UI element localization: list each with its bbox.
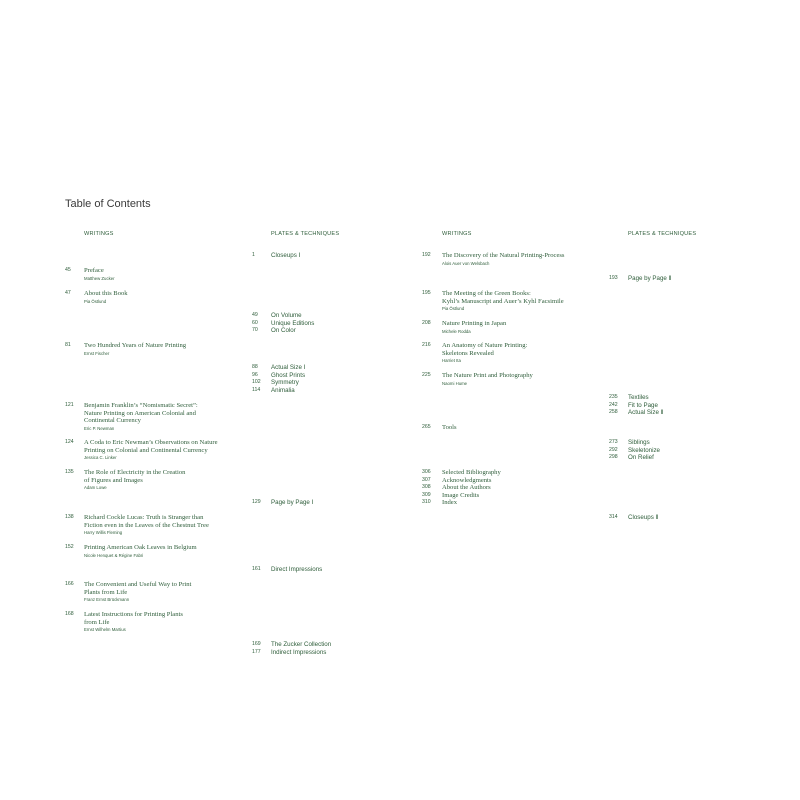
entry-title: The Meeting of the Green Books: Kyhl’s Manuscript and Auer’s Kyhl Facsimile [442, 290, 564, 305]
plates-right-header: PLATES & TECHNIQUES [628, 231, 697, 237]
entry-author: Pia Östlund [84, 298, 107, 304]
entry-author: Pia Östlund [442, 306, 465, 312]
plate-entry [609, 275, 672, 283]
toc-entry [65, 544, 197, 559]
toc-entry [422, 252, 565, 267]
page-number: 121 [65, 402, 74, 408]
entry-title: Latest Instructions for Printing Plants from Life [84, 611, 183, 626]
plate-title: Animalia [271, 386, 295, 394]
entry-author: Harriet Ita [442, 358, 461, 364]
page-number: 258 [609, 409, 618, 415]
plate-title: Actual Size Ⅰ [271, 364, 306, 371]
toc-entry [422, 499, 458, 507]
page-number: 306 [422, 469, 431, 475]
page-number: 309 [422, 491, 431, 498]
plate-entry [252, 648, 327, 657]
page-number: 129 [252, 499, 261, 505]
plate-title: Ghost Prints [271, 371, 306, 379]
plate-title: On Volume [271, 312, 302, 319]
entry-author: Eric P. Newman [84, 425, 115, 431]
toc-entry [422, 342, 528, 364]
toc-entry [65, 267, 115, 282]
plate-entry [252, 641, 332, 649]
entry-title: Image Credits [442, 491, 480, 499]
plate-title: On Color [271, 327, 296, 334]
plate-entry [609, 454, 654, 462]
toc-entry [65, 514, 209, 536]
page-title: Table of Contents [65, 198, 151, 210]
plate-entry [609, 394, 649, 402]
entry-title: Nature Printing in Japan [442, 320, 507, 327]
page-number: 225 [422, 372, 431, 378]
page-number: 208 [422, 320, 431, 326]
page-number: 114 [252, 386, 261, 393]
toc-entry [422, 290, 564, 312]
entry-author: Alois Auer von Welsbach [442, 260, 490, 266]
plate-title: The Zucker Collection [271, 641, 332, 648]
entry-title: Tools [442, 424, 457, 431]
entry-title: An Anatomy of Nature Printing: Skeletons Revealed [442, 342, 528, 357]
entry-title: A Coda to Eric Newman’s Observations on Nature Printing on Colonial and Continental Currency [84, 439, 218, 454]
entry-title: The Nature Print and Photography [442, 372, 533, 379]
page-number: 166 [65, 581, 74, 587]
plate-entry [252, 379, 299, 387]
page-number: 308 [422, 484, 431, 490]
page-number: 193 [609, 275, 618, 281]
toc-entry [422, 320, 507, 335]
plate-entry [252, 499, 314, 507]
entry-author: Harry Willis Fleming [84, 530, 123, 536]
page-number: 265 [422, 424, 431, 430]
toc-entry [422, 491, 480, 500]
entry-title: Benjamin Franklin’s “Nomismatic Secret”: Nature Printing on American Colonial and Continental Currency [84, 402, 198, 425]
plate-title: Siblings [628, 439, 650, 446]
plate-title: Textiles [628, 394, 649, 401]
page-number: 45 [65, 267, 71, 273]
plate-entry [609, 401, 658, 410]
entry-author: Adam Lowe [84, 485, 107, 491]
page-number: 310 [422, 499, 431, 505]
plate-entry [609, 446, 660, 455]
page-number: 152 [65, 544, 74, 550]
entry-author: Franz Ernst Brückmann [84, 597, 130, 603]
page-number: 169 [252, 641, 261, 647]
page-number: 216 [422, 342, 431, 348]
toc-entry [422, 476, 492, 485]
entry-author: Ernst Wilhelm Martius [84, 627, 126, 633]
toc-entry [65, 290, 128, 305]
plate-entry [252, 327, 296, 335]
page-number: 161 [252, 566, 261, 572]
toc-entry [422, 469, 501, 477]
plate-entry [609, 514, 659, 522]
page-number: 138 [65, 514, 74, 520]
toc-entry [65, 439, 218, 461]
entry-title: Acknowledgments [442, 476, 492, 484]
toc-entry [65, 402, 198, 432]
page-number: 49 [252, 312, 258, 318]
page-number: 235 [609, 394, 618, 400]
page-number: 96 [252, 371, 258, 378]
entry-author: Naomi Hume [442, 380, 468, 386]
toc-entry [65, 581, 192, 603]
plate-title: Closeups Ⅱ [628, 514, 659, 521]
page-number: 177 [252, 648, 261, 655]
plates-left-header: PLATES & TECHNIQUES [271, 231, 340, 237]
plate-title: Indirect Impressions [271, 648, 327, 656]
plate-title: On Relief [628, 454, 654, 461]
entry-author: Ernst Fischer [84, 350, 110, 356]
page-number: 195 [422, 290, 431, 296]
plate-title: Fit to Page [628, 401, 658, 409]
page-number: 1 [252, 252, 255, 258]
toc-entry [422, 484, 491, 492]
writings-left-header: WRITINGS [84, 231, 114, 237]
page-number: 102 [252, 379, 261, 385]
page-number: 168 [65, 611, 74, 617]
entry-title: Two Hundred Years of Nature Printing [84, 342, 187, 349]
entry-author: Nicole Henquet & Régine Fabri [84, 552, 144, 558]
plate-title: Direct Impressions [271, 566, 323, 573]
entry-title: About the Authors [442, 484, 491, 491]
page-number: 88 [252, 364, 258, 370]
plate-entry [252, 252, 301, 260]
page-number: 81 [65, 342, 71, 348]
page-number: 314 [609, 514, 618, 520]
plate-title: Actual Size Ⅱ [628, 409, 664, 416]
toc-entry [422, 424, 457, 432]
plate-entry [252, 364, 306, 372]
entry-title: Selected Bibliography [442, 469, 501, 476]
plate-entry [252, 371, 306, 380]
page-number: 292 [609, 446, 618, 453]
page-number: 192 [422, 252, 431, 258]
plate-title: Symmetry [271, 379, 299, 386]
entry-title: The Discovery of the Natural Printing-Process [442, 252, 565, 259]
plate-entry [609, 439, 650, 447]
entry-title: Richard Cockle Lucas: Truth is Stranger than Fiction even in the Leaves of the Chestnut Tree [84, 514, 209, 529]
entry-author: Matthew Zucker [84, 275, 115, 281]
toc-entry [65, 469, 186, 491]
page-number: 242 [609, 401, 618, 408]
page-number: 135 [65, 469, 74, 475]
plate-entry [252, 386, 295, 395]
plate-entry [252, 312, 302, 320]
page-number: 124 [65, 439, 74, 445]
plate-title: Page by Page Ⅰ [271, 499, 314, 506]
toc-entry [65, 611, 183, 633]
writings-right-header: WRITINGS [442, 231, 472, 237]
page-number: 60 [252, 319, 258, 326]
page-number: 47 [65, 290, 71, 296]
plate-title: Skeletonize [628, 446, 660, 454]
entry-title: Printing American Oak Leaves in Belgium [84, 544, 197, 551]
plate-title: Page by Page Ⅱ [628, 275, 672, 282]
page-number: 273 [609, 439, 618, 445]
entry-title: About this Book [84, 290, 128, 297]
toc-entry [65, 342, 187, 357]
entry-title: Preface [84, 267, 104, 274]
plate-title: Unique Editions [271, 319, 315, 327]
entry-author: Jessica C. Linker [84, 455, 117, 461]
page-number: 70 [252, 327, 258, 333]
plate-entry [609, 409, 664, 417]
toc-entry [422, 372, 533, 387]
plate-title: Closeups Ⅰ [271, 252, 301, 259]
entry-author: Michele Rodda [442, 328, 471, 334]
page-number: 298 [609, 454, 618, 460]
plate-entry [252, 566, 323, 574]
entry-title: Index [442, 499, 458, 506]
plate-entry [252, 319, 315, 328]
page-number: 307 [422, 476, 431, 483]
entry-title: The Role of Electricity in the Creation of Figures and Images [84, 469, 186, 484]
entry-title: The Convenient and Useful Way to Print Plants from Life [84, 581, 192, 596]
